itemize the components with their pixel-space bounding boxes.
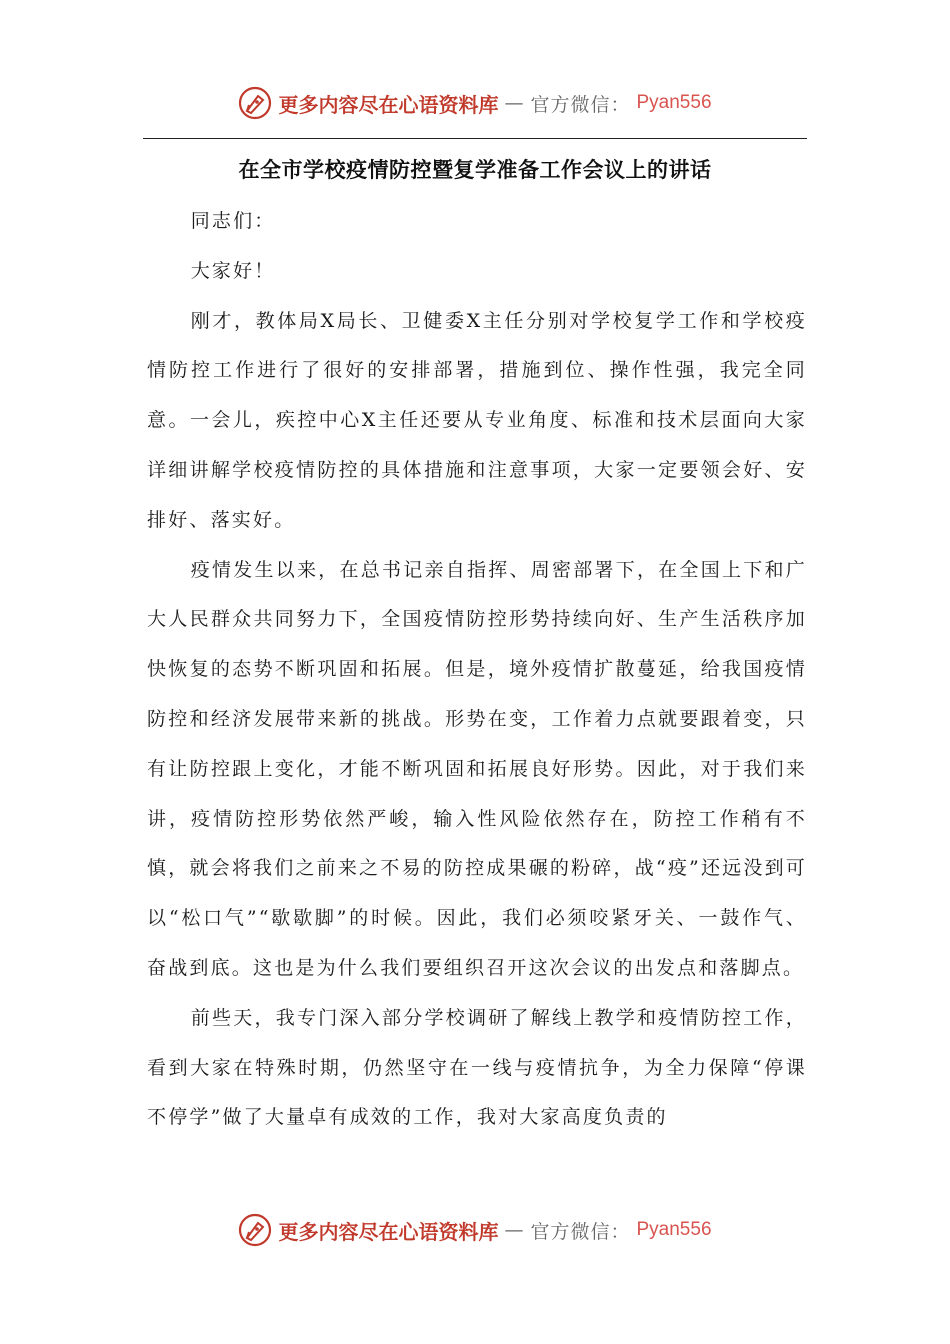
banner-site-name: 更多内容尽在心语资料库 [278,92,499,117]
header-watermark-banner [0,81,950,125]
pen-nib-circle-icon [238,1213,272,1247]
header-divider [143,138,807,139]
banner-wechat-id: Pyan556 [636,1219,712,1240]
footer-watermark-banner [0,1208,950,1252]
document-title: 在全市学校疫情防控暨复学准备工作会议上的讲话 [238,158,712,182]
body-paragraph: 刚才，教体局X局长、卫健委X主任分别对学校复学工作和学校疫情防控工作进行了很好的安排部署，措施到位、操作性强，我完全同意。一会儿，疾控中心X主任还要从专业角度、标准和技术层面向大家详细讲解学校疫情防控的具体措施和注意事项，大家一定要领会好、安排好、落实好。 [147,309,807,531]
banner-wechat-label: 官方微信： [530,1220,631,1243]
document-body [147,197,807,1143]
banner-wechat-id: Pyan556 [636,92,712,113]
body-paragraph: 疫情发生以来，在总书记亲自指挥、周密部署下，在全国上下和广大人民群众共同努力下，全国疫情防控形势持续向好、生产生活秩序加快恢复的态势不断巩固和拓展。但是，境外疫情扩散蔓延，给我国疫情防控和经济发展带来新的挑战。形势在变，工作着力点就要跟着变，只有让防控跟上变化，才能不断巩固和拓展良好形势。因此，对于我们来讲，疫情防控形势依然严峻，输入性风险依然存在，防控工作稍有不慎，就会将我们之前来之不易的防控成果碾的粉碎，战“疫”还远没到可以“松口气”“歇歇脚”的时候。因此，我们必须咬紧牙关、一鼓作气、奋战到底。这也是为什么我们要组织召开这次会议的出发点和落脚点。 [147,558,807,979]
pen-nib-circle-icon [238,86,272,120]
greeting: 大家好！ [190,259,276,282]
body-paragraph: 前些天，我专门深入部分学校调研了解线上教学和疫情防控工作，看到大家在特殊时期，仍然坚守在一线与疫情抗争，为全力保障“停课不停学”做了大量卓有成效的工作，我对大家高度负责的 [147,1006,807,1129]
banner-dash: — [504,1219,525,1241]
banner-site-name: 更多内容尽在心语资料库 [278,1219,499,1244]
banner-wechat-label: 官方微信： [530,93,631,116]
banner-dash: — [504,92,525,114]
salutation: 同志们： [190,210,276,232]
